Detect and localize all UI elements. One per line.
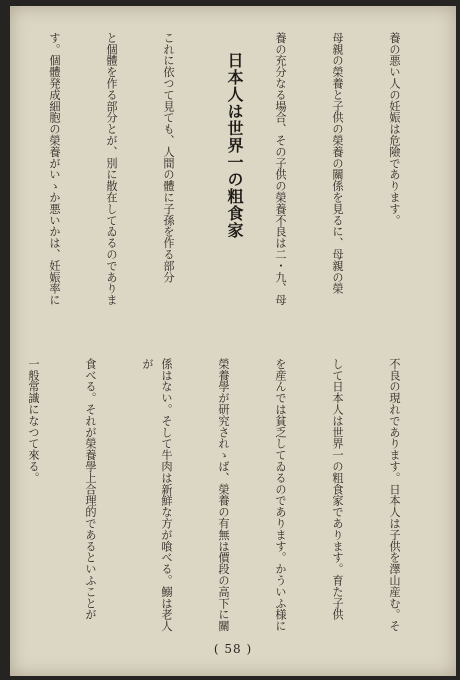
- document-page: [10, 6, 456, 676]
- text-line: と個體を作る部分とが、別に散在してゐるのでありま: [105, 32, 118, 306]
- text-line: 不良の現れであります。日本人は子供を澤山産む。そ: [388, 358, 401, 632]
- text-column-bottom: [24, 358, 442, 632]
- text-line: 一般常識になつて來る。: [27, 358, 40, 484]
- text-line: 榮養學が研究されゝば、榮養の有無は價段の高下に關: [217, 358, 230, 632]
- section-heading: 日本人は世界一の粗食家: [225, 52, 244, 239]
- text-line: す。個體発成細胞の榮養がいゝか悪いかは、妊娠率に: [48, 32, 61, 306]
- text-line: 母親の榮養と子供の榮養の關係を見るに、母親の榮: [331, 32, 344, 295]
- page-number: ( 58 ): [213, 642, 253, 656]
- text-column-left: [16, 32, 216, 338]
- text-line: これに依つて見ても、人間の體に子孫を作る部分: [162, 32, 175, 283]
- text-line: 食べる。それが榮養學上合理的であるといふことが: [84, 358, 97, 621]
- text-line: 養の充分なる場合、その子供の榮養不良は二・九、母: [274, 32, 287, 306]
- text-line: して日本人は世界一の粗食家であります。育た子供: [331, 358, 344, 621]
- text-line: 係はない。そして牛肉は新鮮な方が喰べる。鰯は老人が: [141, 358, 173, 632]
- text-line: 養の悪い人の妊娠は危險であります。: [388, 32, 401, 226]
- text-line: を産んでは貧乏してゐるのであります。かういふ様に: [274, 358, 287, 632]
- text-column-right: [270, 32, 442, 338]
